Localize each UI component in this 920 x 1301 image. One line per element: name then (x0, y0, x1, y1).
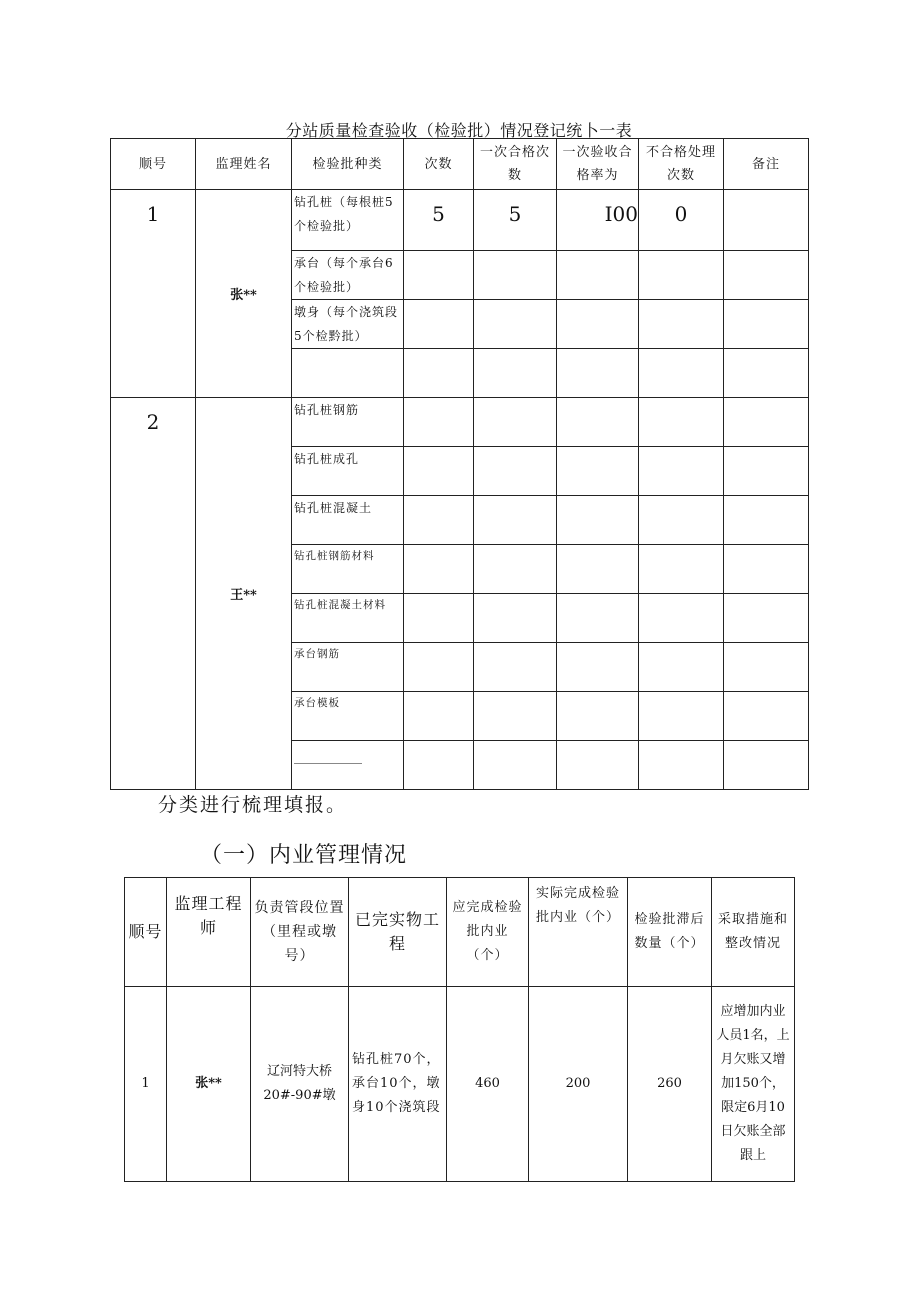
fail-cell (639, 643, 724, 692)
rate-cell (557, 349, 639, 398)
section-heading: （一）内业管理情况 (200, 843, 408, 868)
rate-cell (557, 447, 639, 496)
header-lagging: 检验批滞后数量（个） (628, 878, 712, 987)
count-cell (404, 741, 474, 790)
supervisor-name: 张** (196, 190, 292, 398)
header-measures: 采取措施和整改情况 (712, 878, 795, 987)
note-cell (724, 496, 809, 545)
count-cell (404, 398, 474, 447)
table-row (111, 398, 809, 447)
table1-header-row (111, 139, 809, 190)
first-pass-cell (474, 496, 557, 545)
group-seq: 1 (111, 190, 196, 398)
completed-work-cell: 钻孔桩70个，承台10个，墩身10个浇筑段 (349, 987, 447, 1182)
batch-type: 钻孔桩（每根桩5个检验批） (292, 190, 404, 251)
table-row (125, 987, 795, 1182)
header-count: 次数 (404, 139, 474, 190)
rate-cell (557, 251, 639, 300)
table-row (111, 190, 809, 251)
batch-type: 钻孔桩成孔 (292, 447, 404, 496)
note-cell (724, 447, 809, 496)
count-cell (404, 545, 474, 594)
fail-cell (639, 349, 724, 398)
engineer-cell: 张** (167, 987, 251, 1182)
note-cell (724, 300, 809, 349)
fail-cell (639, 741, 724, 790)
note-cell (724, 594, 809, 643)
header-remarks: 备注 (724, 139, 809, 190)
header-actual-complete: 实际完成检验批内业（个） (529, 878, 628, 987)
rate-cell (557, 692, 639, 741)
batch-type: 钻孔桩钢筋材料 (292, 545, 404, 594)
seq-cell: 1 (125, 987, 167, 1182)
header-location: 负责管段位置（里程或墩号） (251, 878, 349, 987)
first-pass-cell (474, 741, 557, 790)
should-complete-cell: 460 (447, 987, 529, 1182)
table2-header-row (125, 878, 795, 987)
batch-type (292, 741, 404, 790)
actual-complete-cell: 200 (529, 987, 628, 1182)
rate-cell (557, 643, 639, 692)
batch-type: 钻孔桩钢筋 (292, 398, 404, 447)
count-cell (404, 349, 474, 398)
fail-cell (639, 594, 724, 643)
note-cell (724, 190, 809, 251)
header-seq: 顺号 (125, 878, 167, 987)
note-cell (724, 545, 809, 594)
first-pass-cell (474, 594, 557, 643)
rate-cell (557, 741, 639, 790)
batch-type: 钻孔桩混凝土 (292, 496, 404, 545)
inspection-registration-table (110, 138, 809, 790)
header-batch-type: 检验批种类 (292, 139, 404, 190)
fail-cell (639, 398, 724, 447)
first-pass-cell (474, 251, 557, 300)
first-pass-cell (474, 398, 557, 447)
fail-cell (639, 447, 724, 496)
rate-cell: I00 (557, 190, 639, 251)
batch-type: 承台钢筋 (292, 643, 404, 692)
fail-cell (639, 496, 724, 545)
note-cell (724, 398, 809, 447)
rate-cell (557, 496, 639, 545)
fail-cell (639, 692, 724, 741)
blank-underline (294, 763, 362, 764)
header-first-pass-rate: 一次验收合格率为 (557, 139, 639, 190)
count-cell (404, 447, 474, 496)
fail-cell: 0 (639, 190, 724, 251)
header-fail-handling-count: 不合格处理次数 (639, 139, 724, 190)
header-engineer: 监理工程师 (167, 878, 251, 987)
rate-cell (557, 300, 639, 349)
header-seq: 顺号 (111, 139, 196, 190)
header-first-pass-count: 一次合格次数 (474, 139, 557, 190)
note-cell (724, 349, 809, 398)
table1-title: 分站质量检查验收（检验批）情况登记统卜一表 (285, 121, 633, 140)
header-completed-work: 已完实物工程 (349, 878, 447, 987)
count-cell (404, 643, 474, 692)
group-seq: 2 (111, 398, 196, 790)
count-cell (404, 300, 474, 349)
batch-type: 墩身（每个浇筑段5个检黔批） (292, 300, 404, 349)
rate-cell (557, 594, 639, 643)
paragraph-text: 分类进行梳理填报。 (158, 794, 348, 816)
fail-cell (639, 545, 724, 594)
first-pass-cell (474, 349, 557, 398)
lagging-cell: 260 (628, 987, 712, 1182)
note-cell (724, 643, 809, 692)
header-supervisor-name: 监理姓名 (196, 139, 292, 190)
measures-cell: 应增加内业人员1名，上月欠账又增加150个，限定6月10日欠账全部跟上 (712, 987, 795, 1182)
first-pass-cell (474, 300, 557, 349)
fail-cell (639, 251, 724, 300)
note-cell (724, 251, 809, 300)
batch-type: 钻孔桩混凝土材料 (292, 594, 404, 643)
location-cell: 辽河特大桥20#-90#墩 (251, 987, 349, 1182)
supervisor-name: 王** (196, 398, 292, 790)
first-pass-cell: 5 (474, 190, 557, 251)
header-should-complete: 应完成检验批内业（个） (447, 878, 529, 987)
first-pass-cell (474, 545, 557, 594)
fail-cell (639, 300, 724, 349)
rate-cell (557, 398, 639, 447)
count-cell (404, 251, 474, 300)
count-cell (404, 692, 474, 741)
count-cell (404, 594, 474, 643)
first-pass-cell (474, 692, 557, 741)
batch-type: 承台（每个承台6个检验批） (292, 251, 404, 300)
count-cell: 5 (404, 190, 474, 251)
first-pass-cell (474, 447, 557, 496)
batch-type (292, 349, 404, 398)
note-cell (724, 741, 809, 790)
first-pass-cell (474, 643, 557, 692)
internal-management-table (124, 877, 795, 1182)
note-cell (724, 692, 809, 741)
count-cell (404, 496, 474, 545)
rate-cell (557, 545, 639, 594)
batch-type: 承台模板 (292, 692, 404, 741)
